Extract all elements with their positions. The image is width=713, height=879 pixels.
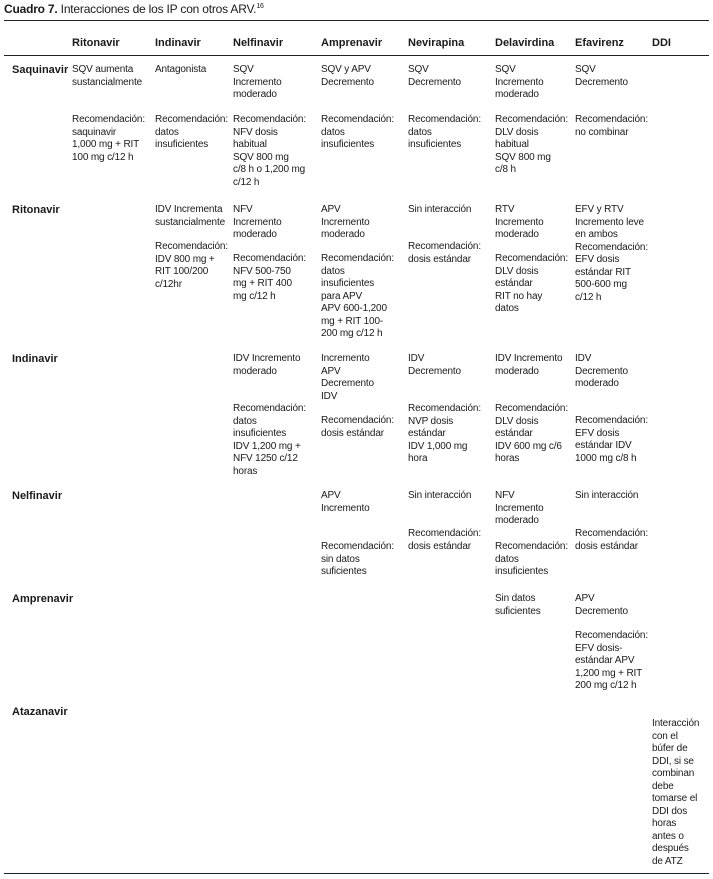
cell-indinavir-delavirdina-effect: IDV Incremento moderado (495, 353, 563, 377)
cell-indinavir-nevirapina-effect: IDV Decremento (408, 353, 461, 377)
cell-amprenavir-efavirenz-effect: APV Decremento (575, 593, 628, 617)
row-header-indinavir: Indinavir (12, 353, 58, 365)
cell-saquinavir-ritonavir-recommendation: Recomendación: saquinavir 1,000 mg + RIT 100 mg c/12 h (72, 114, 145, 163)
cell-ritonavir-amprenavir-effect: APV Incremento moderado (321, 204, 370, 240)
cell-saquinavir-indinavir-effect: Antagonista (155, 64, 207, 75)
cell-nelfinavir-nevirapina-recommendation: Recomendación: dosis estándar (408, 528, 481, 552)
col-header-indinavir: Indinavir (155, 37, 201, 49)
cell-indinavir-amprenavir-recommendation: Recomendación: dosis estándar (321, 415, 394, 439)
cell-saquinavir-ritonavir-effect: SQV aumenta sustancialmente (72, 64, 143, 88)
cell-saquinavir-indinavir-recommendation: Recomendación: datos insuficientes (155, 114, 228, 150)
table-caption (4, 2, 264, 16)
top-rule (4, 20, 709, 21)
cell-saquinavir-efavirenz-recommendation: Recomendación: no combinar (575, 114, 648, 138)
row-header-atazanavir: Atazanavir (12, 706, 68, 718)
cell-saquinavir-nevirapina-effect: SQV Decremento (408, 64, 461, 88)
cell-nelfinavir-efavirenz-effect: Sin interacción (575, 490, 639, 501)
cell-saquinavir-nelfinavir-effect: SQV Incremento moderado (233, 64, 282, 100)
cell-nelfinavir-efavirenz-recommendation: Recomendación: dosis estándar (575, 528, 648, 552)
row-header-ritonavir: Ritonavir (12, 204, 60, 216)
col-header-amprenavir: Amprenavir (321, 37, 383, 49)
cell-saquinavir-nelfinavir-recommendation: Recomendación: NFV dosis habitual SQV 800 mg c/8 h o 1,200 mg c/12 h (233, 114, 306, 188)
cell-saquinavir-delavirdina-effect: SQV Incremento moderado (495, 64, 544, 100)
caption-text: Interacciones de los IP con otros ARV. (57, 2, 257, 16)
header-rule (4, 55, 709, 56)
cell-ritonavir-nevirapina-recommendation: Recomendación: dosis estándar (408, 241, 481, 265)
cell-ritonavir-efavirenz: EFV y RTV Incremento leve en ambos Recomendación: EFV dosis estándar RIT 500-600 mg c/12 h (575, 204, 648, 303)
caption-reference: 16 (256, 3, 264, 10)
cell-saquinavir-efavirenz-effect: SQV Decremento (575, 64, 628, 88)
col-header-nevirapina: Nevirapina (408, 37, 465, 49)
cell-ritonavir-delavirdina-recommendation: Recomendación: DLV dosis estándar RIT no hay datos (495, 253, 568, 314)
cell-saquinavir-amprenavir-recommendation: Recomendación: datos insuficientes (321, 114, 394, 150)
caption-label: Cuadro 7. (4, 2, 58, 16)
cell-nelfinavir-amprenavir-recommendation: Recomendación: sin datos suficientes (321, 541, 394, 577)
cell-saquinavir-nevirapina-recommendation: Recomendación: datos insuficientes (408, 114, 481, 150)
cell-amprenavir-delavirdina: Sin datos suficientes (495, 593, 541, 617)
cell-nelfinavir-nevirapina-effect: Sin interacción (408, 490, 472, 501)
col-header-ritonavir: Ritonavir (72, 37, 120, 49)
cell-saquinavir-delavirdina-recommendation: Recomendación: DLV dosis habitual SQV 800 mg c/8 h (495, 114, 568, 175)
cell-ritonavir-nelfinavir-effect: NFV Incremento moderado (233, 204, 282, 240)
cell-indinavir-delavirdina-recommendation: Recomendación: DLV dosis estándar IDV 600 mg c/6 horas (495, 403, 568, 464)
cell-saquinavir-amprenavir-effect: SQV y APV Decremento (321, 64, 374, 88)
cell-indinavir-efavirenz-effect: IDV Decremento moderado (575, 353, 628, 389)
cell-amprenavir-efavirenz-recommendation: Recomendación: EFV dosis- estándar APV 1,200 mg + RIT 200 mg c/12 h (575, 630, 648, 691)
col-header-ddi: DDI (652, 37, 671, 49)
cell-nelfinavir-delavirdina-recommendation: Recomendación: datos insuficientes (495, 541, 568, 577)
cell-indinavir-nelfinavir-effect: IDV Incremento moderado (233, 353, 301, 377)
col-header-delavirdina: Delavirdina (495, 37, 555, 49)
cell-ritonavir-nevirapina-effect: Sin interacción (408, 204, 472, 215)
row-header-nelfinavir: Nelfinavir (12, 490, 63, 502)
cell-indinavir-efavirenz-recommendation: Recomendación: EFV dosis estándar IDV 1000 mg c/8 h (575, 415, 648, 464)
row-header-saquinavir: Saquinavir (12, 64, 69, 76)
row-header-amprenavir: Amprenavir (12, 593, 74, 605)
cell-ritonavir-indinavir-effect: IDV Incrementa sustancialmente (155, 204, 226, 228)
cell-ritonavir-delavirdina-effect: RTV Incremento moderado (495, 204, 544, 240)
cell-indinavir-amprenavir-effect: Incremento APV Decremento IDV (321, 353, 374, 402)
col-header-nelfinavir: Nelfinavir (233, 37, 284, 49)
cell-indinavir-nevirapina-recommendation: Recomendación: NVP dosis estándar IDV 1,000 mg hora (408, 403, 481, 464)
cell-atazanavir-ddi: Interacción con el búfer de DDI, si se combinan debe tomarse el DDI dos horas antes o después de ATZ (652, 718, 700, 867)
cell-indinavir-nelfinavir-recommendation: Recomendación: datos insuficientes IDV 1,200 mg + NFV 1250 c/12 horas (233, 403, 306, 477)
cell-ritonavir-indinavir-recommendation: Recomendación: IDV 800 mg + RIT 100/200 c/12hr (155, 241, 228, 290)
cell-ritonavir-nelfinavir-recommendation: Recomendación: NFV 500-750 mg + RIT 400 mg c/12 h (233, 253, 306, 302)
col-header-efavirenz: Efavirenz (575, 37, 624, 49)
cell-nelfinavir-delavirdina-effect: NFV Incremento moderado (495, 490, 544, 526)
cell-ritonavir-amprenavir-recommendation: Recomendación: datos insuficientes para APV APV 600-1,200 mg + RIT 100- 200 mg c/12 h (321, 253, 394, 339)
bottom-rule (4, 873, 709, 874)
cell-nelfinavir-amprenavir-effect: APV Incremento (321, 490, 370, 514)
